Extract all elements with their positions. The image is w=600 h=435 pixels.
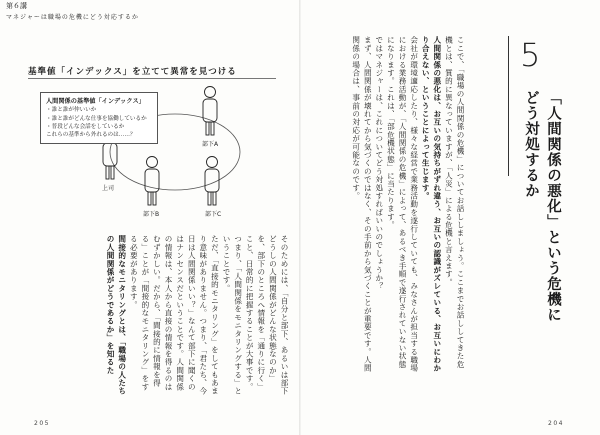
- right-paragraph: 人間関係の悪化は、お互いの気持ちがずれ違う、お互いの認識がズレている、お互いにわかり合えない、ということによって生じます。: [421, 36, 442, 373]
- section-heading-line: どう対処するか: [523, 90, 539, 199]
- label-boss: 上司: [102, 185, 115, 192]
- right-paragraph: ではマネジャーは、これについてどう対処すればいいのでしょうか？: [374, 36, 384, 291]
- note-footer: これらの基準から外れるのは……？: [46, 132, 136, 139]
- right-paragraph: ここで、「職場の人間関係の危機」についてお話ししましょう。ここまでお話ししてきた危機とは、質的に異なっていますが、「人災」による危機と言えます。: [444, 36, 465, 369]
- right-paragraph: まず、人間関係が壊れてから気づくのではなく、その手前から気づくことが重要です。人間関係の場合は、事前の対応が可能なのです。: [351, 36, 373, 373]
- section-number: 5: [520, 36, 541, 74]
- note-heading: 人間関係の基準値「インデックス」: [46, 98, 145, 105]
- figure-title: 基準値「インデックス」を立てて異常を見つける: [28, 67, 237, 77]
- heading-rule: [508, 36, 509, 176]
- label-subordinate-a: 部下A: [202, 141, 219, 148]
- left-paragraph: 間接的なモニタリングとは、「職場の人たちの人間関係がどうであるか」を知るた: [106, 235, 127, 396]
- running-header-title: マネジャーは職場の危機にどう対応するか: [6, 14, 139, 21]
- person-b-figure: [145, 157, 159, 206]
- left-page-body: [62, 235, 290, 397]
- section-heading: [520, 90, 564, 370]
- note-item: ・誰と誰がどんな仕事を協働しているか: [46, 115, 147, 122]
- left-paragraph: そのためには、「自分と部下、あるいは部下どうしの人間関係がどんな状態なのか」を、部下のところへ情報を「通りに行く」こと、日常的に把握することが大事です。つまり、「人間関係をモニタリングする」ということです。: [222, 235, 289, 396]
- figure-title-underline: [28, 78, 276, 79]
- section-heading-line: 「人間関係の悪化」という危機に: [545, 90, 561, 323]
- page-number-right: 204: [548, 420, 564, 427]
- note-item: ・普段どんな会話をしているか: [46, 124, 125, 131]
- right-paragraph: 会社が環境適応したり、様々な経営で業務活動を遂行していても、みなさんが担当する職場における業務活動が、「人間関係の危機」によって、あるべき手順で遂行されていない状態になります。これは、「部危機状態」に当たります。: [386, 36, 419, 373]
- person-a-figure: [203, 87, 217, 136]
- page-number-left: 205: [34, 420, 50, 427]
- label-subordinate-c: 部下C: [205, 211, 222, 218]
- label-subordinate-b: 部下B: [143, 211, 160, 218]
- right-page-body: [344, 36, 466, 376]
- running-header-chapter: 第６講: [6, 2, 27, 10]
- note-item: ・誰と誰が仲いいか: [46, 107, 97, 114]
- left-paragraph: ただ、「直接的モニタリング」をしてもあまり意味がありません。つまり、「君たち、今日は人間関係いい？」なんて部下に聞くのはナンセンスだということです。人間関係の情報は、本人から直接の情報を得るのはむずかしい。だから、「間接的に情報を得る」ことが「間接的なモニタリング」をする必要があります。: [129, 235, 220, 396]
- index-note-box: [40, 92, 158, 144]
- page-gutter: [299, 0, 301, 435]
